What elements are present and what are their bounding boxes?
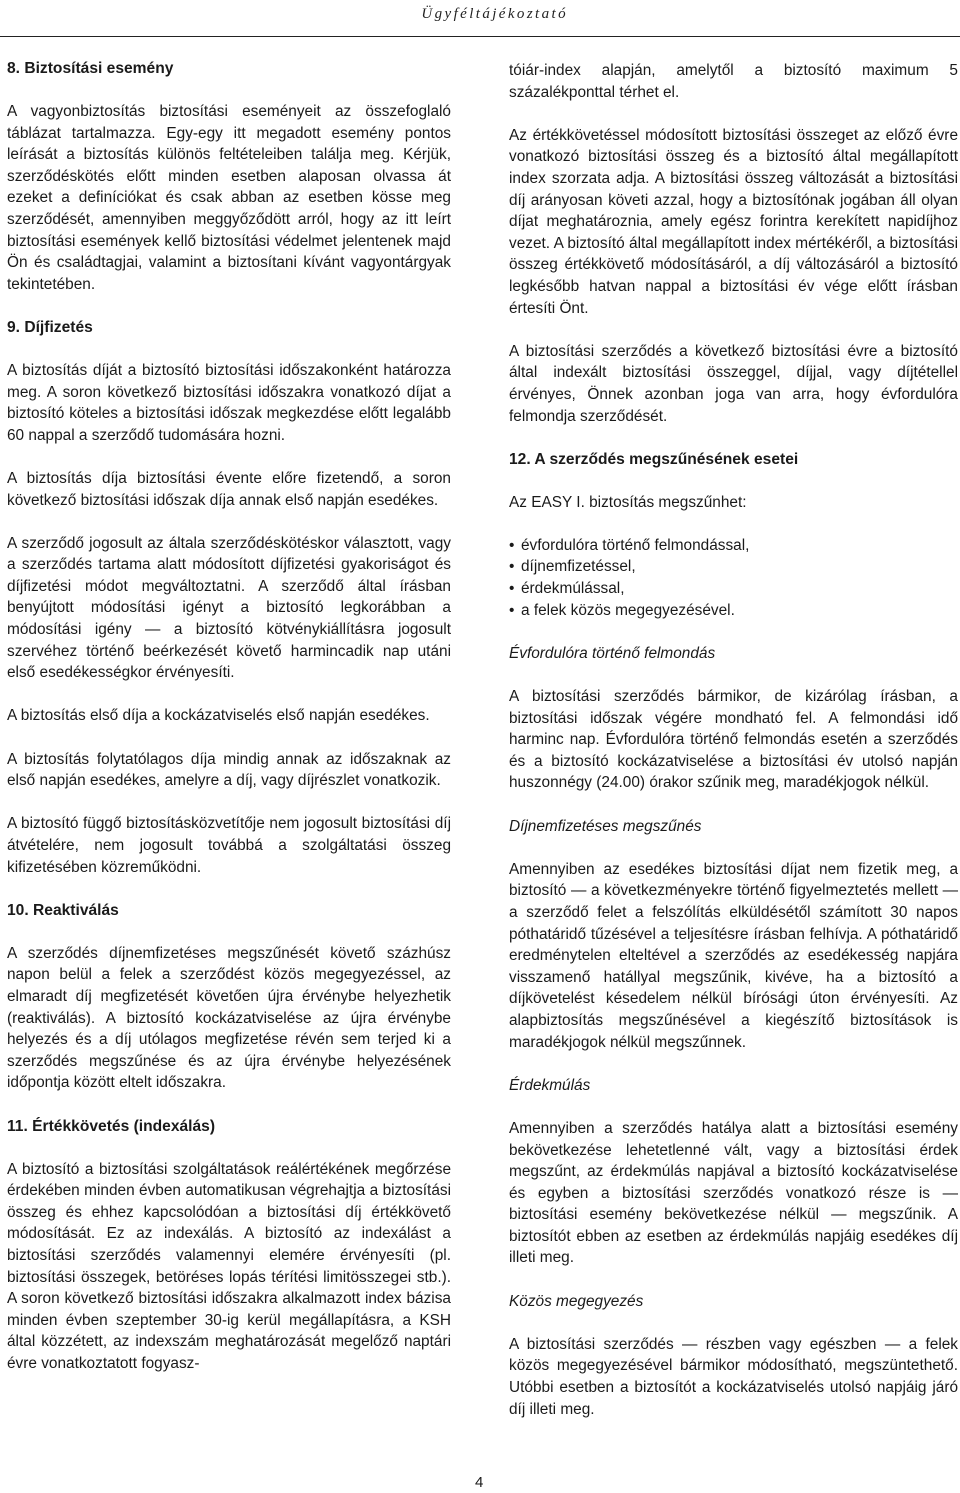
interest-lapse-paragraph: Amennyiben a szerződés hatálya alatt a biztosítási esemény bekövetkezése lehetetlenné vált, vagy a biztosítási érdek megszűnt, az érdekmúlás napjával a biztosító kockázatviselése és egyben a biztosítási szerződés vonatkozó része is — biztosítási esemény bekövetkezése nélkül — megszűnik. A biztosítót ebben az esetben az érdekmúlás napjáig esedékes díj illeti meg.	[509, 1119, 958, 1267]
list-item: • érdekmúlással,	[509, 578, 958, 600]
section-11-paragraph-3: A biztosítási szerződés a következő biztosítási évre a biztosító által indexált biztosítási összeggel, díjjal, vagy díjtétellel érvényes, Önnek azonban joga van arra, hogy évfordulóra felmondja szerződését.	[509, 342, 958, 425]
section-11-paragraph: A biztosító a biztosítási szolgáltatások reálértékének megőrzése érdekében minden évben automatikusan végrehajtja a biztosítási összeg és ehhez kapcsolódóan a biztosítási díj értékkövető módosítását. Ez az indexálás. A biztosító az indexálást a biztosítási szerződés valamennyi elemére érvényesíti (pl. biztosítási összegek, betöréses lopás térítési limitösszegei stb.). A soron következő biztosítási időszakra alkalmazott index bázisa minden évben szeptember 30-ig kerül megállapításra, a KSH által közzétett, az indexszám meghatározását megelőző naptári évre vonatkoztatott fogyasz-	[7, 1160, 451, 1372]
section-9-paragraph-6: A biztosító függő biztosításközvetítője nem jogosult biztosítási díj átvételére, nem jogosult továbbá a szolgáltatási összeg kifizetésében közreműködni.	[7, 815, 451, 876]
section-9-paragraph-1: A biztosítás díját a biztosító biztosítási időszakonként határozza meg. A soron következő biztosítási időszakra vonatkozó díjat a biztosító köteles a biztosítási időszak megkezdése előtt legalább 60 nappal a szerződő tudomására hozni.	[7, 361, 451, 444]
page-header	[0, 0, 960, 36]
section-12-heading: 12. A szerződés megszűnésének esetei	[509, 450, 799, 468]
mutual-agreement-paragraph: A biztosítási szerződés — részben vagy egészben — a felek közös megegyezésével bármikor módosítható, megszüntethető. Utóbbi esetben a biztosítót a kockázatviselés utolsó napjáig járó díj illeti meg.	[509, 1335, 958, 1418]
section-10-paragraph: A szerződés díjnemfizetéses megszűnését követő százhúsz napon belül a felek a szerződést közös megegyezéssel, az elmaradt díj megfizetését követően újra érvénybe helyezhetik (reaktiválás). A biztosító kockázatviselése az újra érvénybe helyezés és a díj utólagos megfizetése révén sem terjed ki a szerződés megszűnése és az újra érvénybe helyezésének időpontja között eltelt időszakra.	[7, 944, 451, 1092]
section-10-heading: 10. Reaktiválás	[7, 901, 119, 919]
list-item: • díjnemfizetéssel,	[509, 556, 958, 578]
nonpayment-termination-paragraph: Amennyiben az esedékes biztosítási díjat nem fizetik meg, a biztosító — a következményekre történő figyelmeztetés mellett — a szerződő felet a felszólítás elküldésétől számított 30 napos póthatáridő tűzésével a teljesítésre írásban felhívja. A póthatáridő eredménytelen elteltével a szerződés az esedékesség napjára visszamenő hatállyal megszűnik, kivéve, ha a biztosító a díjkövetelést késedelem nélkül bírósági úton érvényesíti. Az alapbiztosítás megszűnésével a kiegészítő biztosítások is maradékjogok nélkül megszűnnek.	[509, 860, 958, 1051]
termination-list	[509, 535, 958, 621]
right-column	[509, 60, 958, 1442]
list-item: • évfordulóra történő felmondással,	[509, 535, 958, 557]
section-11-heading: 11. Értékkövetés (indexálás)	[7, 1117, 216, 1135]
subheading-nonpayment-termination: Díjnemfizetéses megszűnés	[509, 817, 702, 835]
section-11-continued: tóiár-index alapján, amelytől a biztosító maximum 5 százalékponttal térhet el.	[509, 62, 958, 101]
section-12-intro: Az EASY I. biztosítás megszűnhet:	[509, 493, 747, 511]
section-9-paragraph-5: A biztosítás folytatólagos díja mindig annak az időszaknak az első napján esedékes, amelyre a díj, vagy díjrészlet vonatkozik.	[7, 750, 451, 790]
header-title: Ügyféltájékoztató	[421, 6, 568, 22]
section-8-heading: 8. Biztosítási esemény	[7, 60, 174, 77]
section-9-paragraph-3: A szerződő jogosult az általa szerződéskötéskor választott, vagy a szerződés tartama alatt módosított díjfizetési gyakoriságot és díjfizetési módot megváltoztatni. A szerződő által írásban benyújtott módosítási igényt a biztosító legkorábban a módosítási igény — a biztosító kötvénykiállításra jogosult szervéhez történő beérkezését követő harmincadik nap utáni első esedékességkor érvényesíti.	[7, 534, 451, 682]
anniversary-termination-paragraph: A biztosítási szerződés bármikor, de kizárólag írásban, a biztosítási időszak végére mondható fel. A felmondási idő harminc nap. Évfordulóra történő felmondás esetén a szerződés és a biztosító kockázatviselése a biztosítási év utolsó napján huszonnégy (24.00) órakor szűnik meg, maradékjogok nélkül.	[509, 688, 958, 792]
section-9-heading: 9. Díjfizetés	[7, 318, 93, 336]
section-8-paragraph: A vagyonbiztosítás biztosítási eseményeit az összefoglaló táblázat tartalmazza. Egy-egy itt megadott esemény pontos leírását a biztosítás különös feltételeiben találja meg. Kérjük, szerződéskötés előtt minden esetben alaposan olvassa át ezeket a definíciókat és csak abban az esetben kösse meg szerződését, amennyiben meggyőződött arról, hogy az itt leírt biztosítási események kellő biztosítási védelmet jelentenek majd Ön és családtagjai, valamint a biztosítani kívánt vagyontárgyak tekintetében.	[7, 103, 451, 293]
section-11-paragraph-2: Az értékkövetéssel módosított biztosítási összeget az előző évre vonatkozó biztosítási összeg és a biztosító által megállapított index szorzata adja. A biztosítási összeg változását a biztosítási díj arányosan követi azzal, hogy a biztosítónak jogában áll olyan díjat meghatároznia, amely egész forintra kerekített napidíjhoz vezet. A biztosító által megállapított index mértékéről, a biztosítási összeg értékkövető módosításáról, a díj változásáról a biztosító legkésőbb hatvan nappal a biztosítási év vége előtt írásban értesíti Önt.	[509, 126, 958, 317]
section-9-paragraph-2: A biztosítás díja biztosítási évente előre fizetendő, a soron következő biztosítási időszak díja annak első napján esedékes.	[7, 469, 451, 509]
list-item: • a felek közös megegyezésével.	[509, 600, 958, 622]
section-9-paragraph-4: A biztosítás első díja a kockázatviselés első napján esedékes.	[7, 707, 430, 725]
header-rule	[0, 36, 960, 37]
subheading-anniversary-termination: Évfordulóra történő felmondás	[509, 644, 716, 662]
subheading-interest-lapse: Érdekmúlás	[509, 1076, 591, 1094]
subheading-mutual-agreement: Közös megegyezés	[509, 1292, 644, 1310]
page-number: 4	[475, 1474, 484, 1491]
left-column	[7, 58, 451, 1396]
